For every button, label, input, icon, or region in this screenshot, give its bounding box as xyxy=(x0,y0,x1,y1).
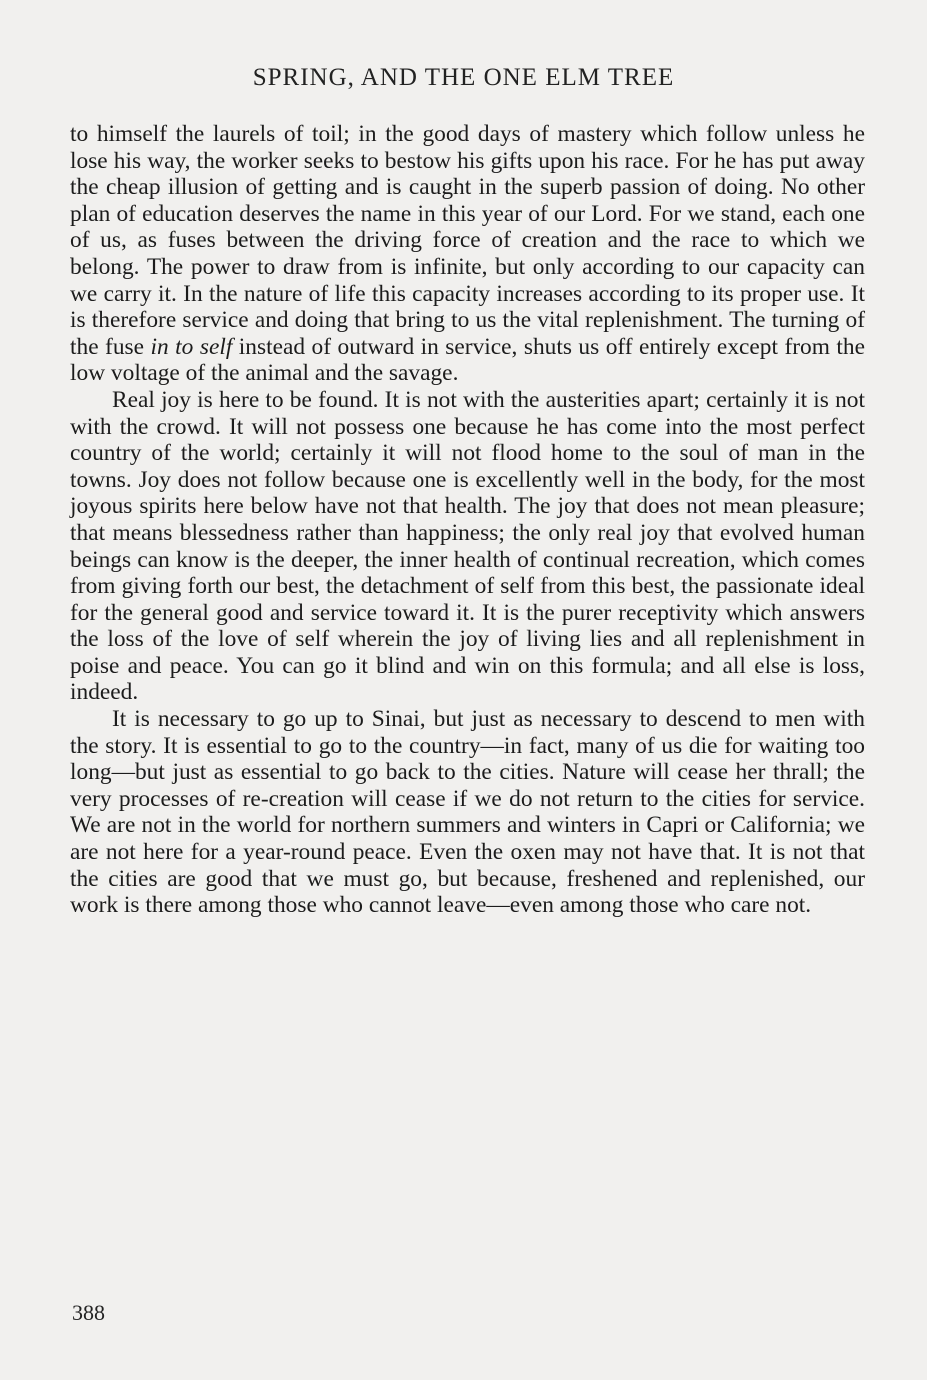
paragraph-3: It is necessary to go up to Sinai, but just as necessary to descend to men with the story. It is essential to go to the country—in fact, many of us die for waiting too long—but just as essential to go back to the cities. Nature will cease her thrall; the very processes of re-creation will cease if we do not return to the cities for service. We are not in the world for northern summers and winters in Capri or California; we are not here for a year-round peace. Even the oxen may not have that. It is not that the cities are good that we must go, but because, freshened and replenished, our work is there among those who cannot leave—even among those who care not. xyxy=(70,706,865,919)
running-title: SPRING, AND THE ONE ELM TREE xyxy=(252,64,675,91)
page-number: 388 xyxy=(72,1300,105,1325)
paragraph-1-text-b: instead of outward in service, shuts us off entirely except from the low voltage of the animal and the savage. xyxy=(70,333,865,387)
body-text xyxy=(70,121,865,919)
paragraph-2: Real joy is here to be found. It is not with the austerities apart; certainly it is not with the crowd. It will not possess one because he has come into the most perfect country of the world; certainly it will not flood home to the soul of man in the towns. Joy does not follow because one is excellently well in the body, for the most joyous spirits here below have not that health. The joy that does not mean pleasure; that means blessedness rather than happiness; the only real joy that evolved human beings can know is the deeper, the inner health of continual recreation, which comes from giving forth our best, the detachment of self from this best, the passionate ideal for the general good and service toward it. It is the purer receptivity which answers the loss of the love of self wherein the joy of living lies and all replenishment in poise and peace. You can go it blind and win on this formula; and all else is loss, indeed. xyxy=(70,386,865,706)
paragraph-1-text-a: to himself the laurels of toil; in the good days of mastery which follow unless he lose his way, the worker seeks to bestow his gifts upon his race. For he has put away the cheap illusion of getting and is caught in the superb passion of doing. No other plan of education deserves the name in this year of our Lord. For we stand, each one of us, as fuses between the driving force of creation and the race to which we belong. The power to draw from is infinite, but only according to our capacity can we carry it. In the nature of life this capacity increases according to its proper use. It is therefore service and doing that bring to us the vital replenishment. The turning of the fuse xyxy=(70,121,865,360)
paragraph-1-emphasis: in to self xyxy=(150,333,233,360)
paragraph-1 xyxy=(70,121,865,387)
